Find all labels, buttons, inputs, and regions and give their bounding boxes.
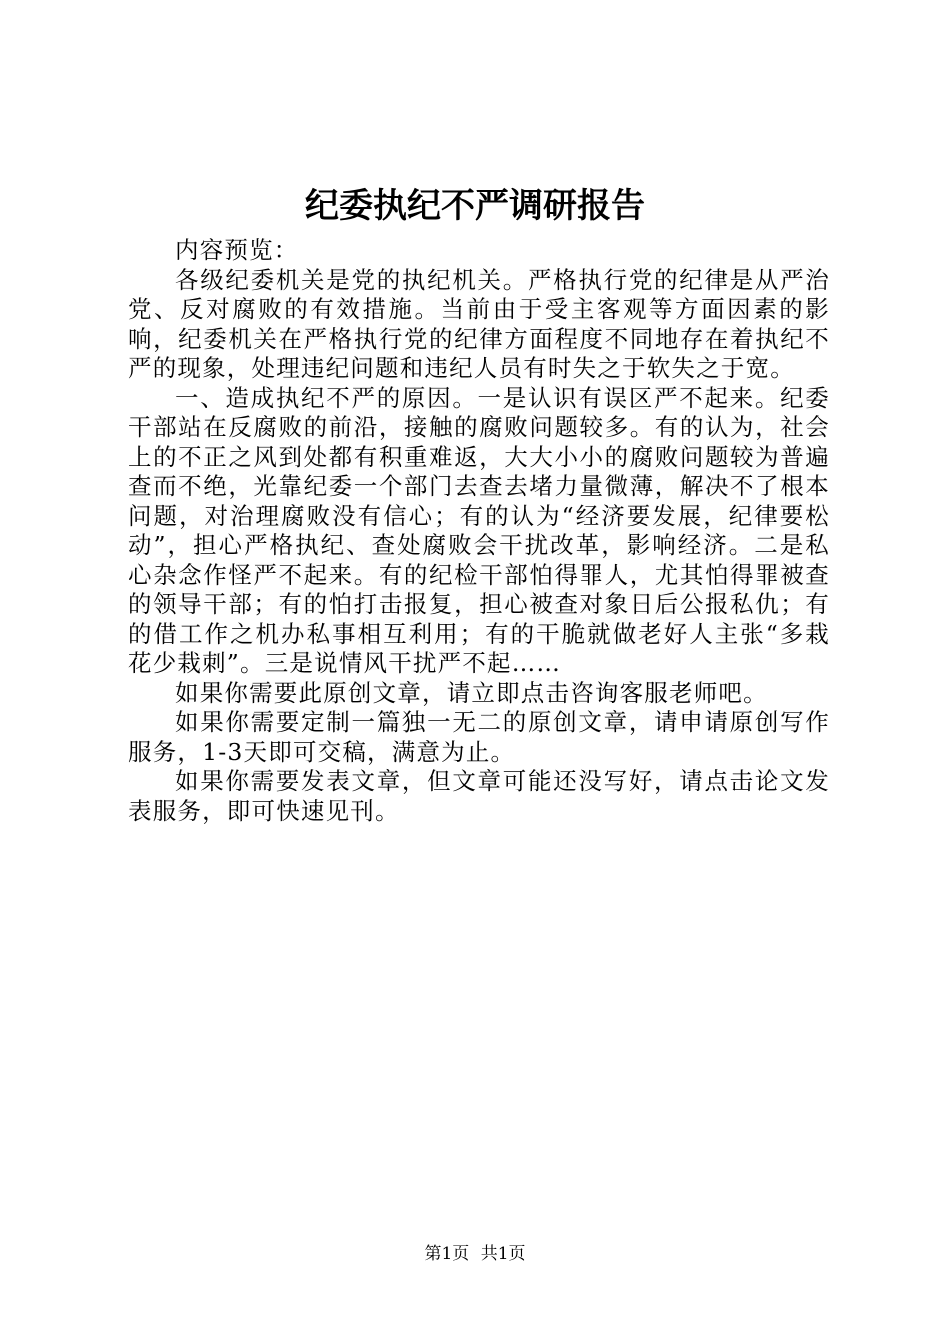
document-body <box>128 236 830 826</box>
paragraph-publish-link[interactable]: 如果你需要发表文章，但文章可能还没写好，请点击论文发表服务，即可快速见刊。 <box>128 767 830 825</box>
document-title: 纪委执纪不严调研报告 <box>305 186 645 226</box>
page-footer <box>0 1242 950 1266</box>
paragraph-causes: 一、造成执纪不严的原因。一是认识有误区严不起来。纪委干部站在反腐败的前沿，接触的腐败问题较多。有的认为，社会上的不正之风到处都有积重难返，大大小小的腐败问题较为普遍查而不绝，光靠纪委一个部门去查去堵力量微薄，解决不了根本问题，对治理腐败没有信心；有的认为“经济要发展，纪律要松动”，担心严格执纪、查处腐败会干扰改革，影响经济。二是私心杂念作怪严不起来。有的纪检干部怕得罪人，尤其怕得罪被查的领导干部；有的怕打击报复，担心被查对象日后公报私仇；有的借工作之机办私事相互利用；有的干脆就做老好人主张“多栽花少栽刺”。三是说情风干扰严不起…… <box>128 383 830 677</box>
paragraph-consult-link[interactable]: 如果你需要此原创文章，请立即点击咨询客服老师吧。 <box>175 678 768 707</box>
paragraph-intro: 各级纪委机关是党的执纪机关。严格执行党的纪律是从严治党、反对腐败的有效措施。当前由于受主客观等方面因素的影响，纪委机关在严格执行党的纪律方面程度不同地存在着执纪不严的现象，处理违纪问题和违纪人员有时失之于软失之于宽。 <box>128 265 830 382</box>
preview-label: 内容预览： <box>175 236 299 264</box>
paragraph-custom-writing-link[interactable]: 如果你需要定制一篇独一无二的原创文章，请申请原创写作服务，1-3天即可交稿，满意为止。 <box>128 708 830 766</box>
page-number: 第1页 <box>424 1244 470 1264</box>
page-total: 共1页 <box>480 1244 526 1264</box>
